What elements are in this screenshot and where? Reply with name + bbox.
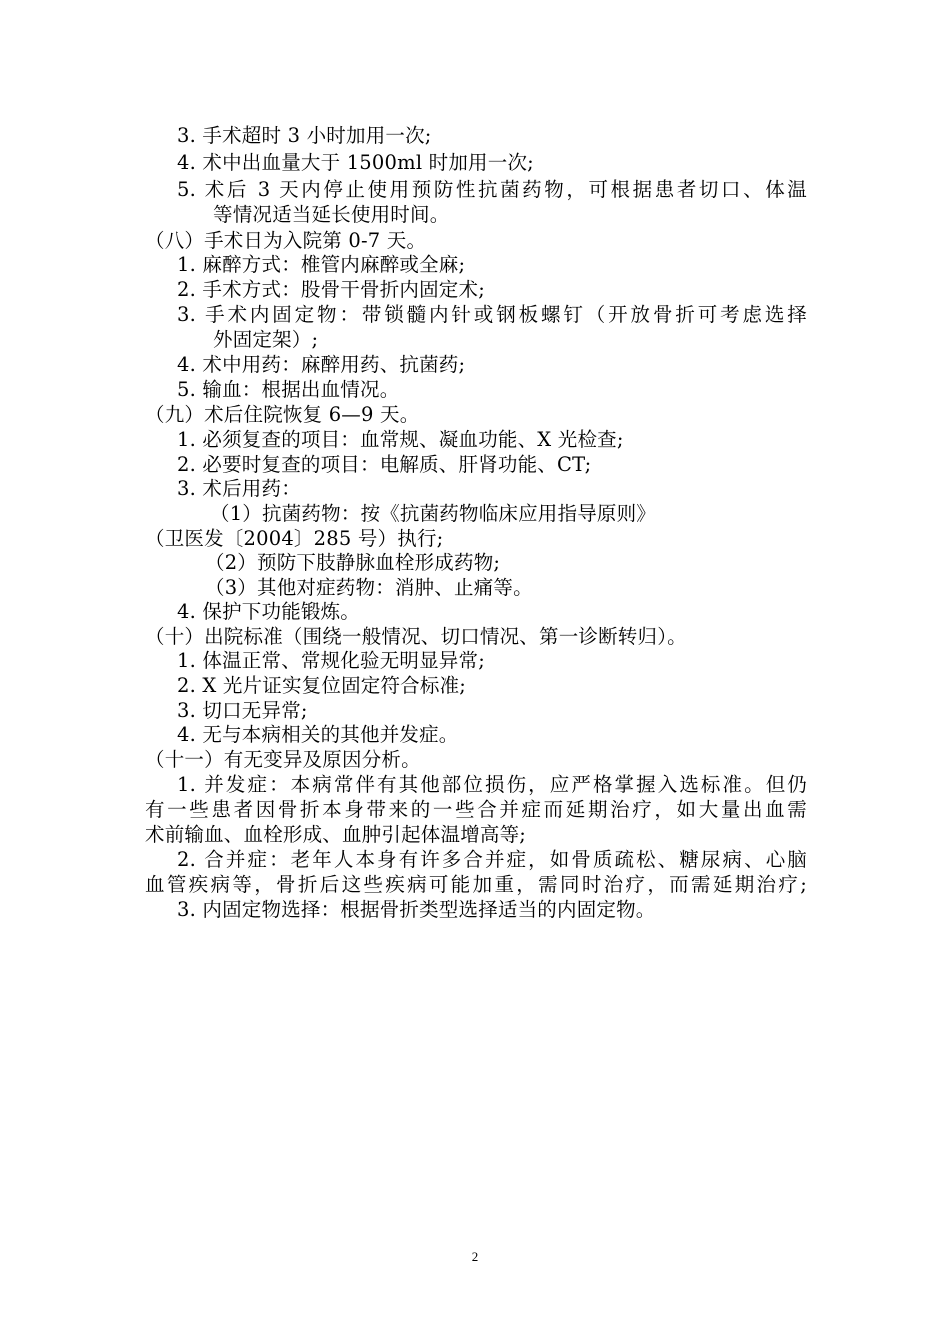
text-line: 2. 必要时复查的项目：电解质、肝肾功能、CT;: [177, 453, 592, 476]
text-line: 有一些患者因骨折本身带来的一些合并症而延期治疗，如大量出血需: [145, 798, 807, 821]
text-line: 外固定架）;: [213, 328, 319, 351]
text-line: 2. 手术方式：股骨干骨折内固定术;: [177, 278, 485, 301]
text-line: 1. 麻醉方式：椎管内麻醉或全麻;: [177, 253, 466, 276]
page-number: 2: [471, 1249, 479, 1264]
section-heading: （九）术后住院恢复 6—9 天。: [145, 403, 420, 426]
text-line: 4. 保护下功能锻炼。: [177, 600, 361, 623]
text-line: 3. 手术超时 3 小时加用一次;: [177, 124, 432, 147]
text-line: 5. 术后 3 天内停止使用预防性抗菌药物，可根据患者切口、体温: [177, 178, 807, 201]
text-line: 等情况适当延长使用时间。: [213, 203, 450, 226]
text-line: （1）抗菌药物：按《抗菌药物临床应用指导原则》: [210, 502, 657, 525]
text-line: （卫医发〔2004〕285 号）执行;: [145, 527, 444, 550]
text-line: 3. 内固定物选择：根据骨折类型选择适当的内固定物。: [177, 898, 656, 921]
text-line: 3. 手术内固定物：带锁髓内针或钢板螺钉（开放骨折可考虑选择: [177, 303, 807, 326]
section-heading: （十）出院标准（围绕一般情况、切口情况、第一诊断转归）。: [145, 625, 687, 648]
section-heading: （十一）有无变异及原因分析。: [145, 748, 421, 771]
text-line: 3. 术后用药：: [177, 477, 301, 500]
section-heading: （八）手术日为入院第 0-7 天。: [145, 229, 427, 252]
text-line: 4. 术中用药：麻醉用药、抗菌药;: [177, 353, 466, 376]
text-line: 1. 体温正常、常规化验无明显异常;: [177, 649, 485, 672]
text-line: 1. 必须复查的项目：血常规、凝血功能、X 光检查;: [177, 428, 624, 451]
text-line: 2. 合并症：老年人本身有许多合并症，如骨质疏松、糖尿病、心脑: [177, 848, 807, 871]
text-line: 4. 无与本病相关的其他并发症。: [177, 723, 459, 746]
text-line: 血管疾病等，骨折后这些疾病可能加重，需同时治疗，而需延期治疗;: [145, 873, 807, 896]
text-line: 4. 术中出血量大于 1500ml 时加用一次;: [177, 151, 534, 174]
text-line: （3）其他对症药物：消肿、止痛等。: [205, 576, 533, 599]
text-line: 3. 切口无异常;: [177, 699, 308, 722]
text-line: 5. 输血：根据出血情况。: [177, 378, 400, 401]
text-line: 1. 并发症：本病常伴有其他部位损伤，应严格掌握入选标准。但仍: [177, 773, 807, 796]
text-line: （2）预防下肢静脉血栓形成药物;: [205, 551, 501, 574]
text-line: 2. X 光片证实复位固定符合标准;: [177, 674, 467, 697]
text-line: 术前输血、血栓形成、血肿引起体温增高等;: [145, 823, 527, 846]
